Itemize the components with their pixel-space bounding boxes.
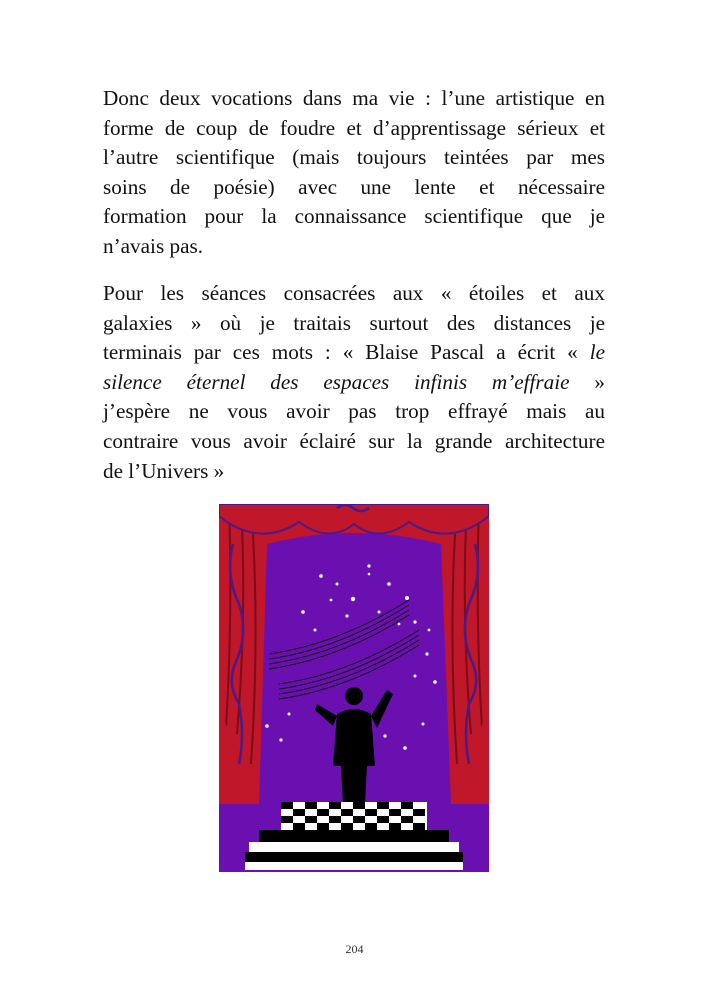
paragraph-pascal-quote: [103, 279, 605, 486]
paragraph-vocations: [103, 84, 605, 262]
text-line: forme de coup de foudre et d’apprentissage sérieux et: [103, 115, 605, 140]
text-line: Donc deux vocations dans ma vie : l’une artistique en: [103, 86, 605, 110]
text-line: j’espère ne vous avoir pas trop effrayé mais au: [103, 399, 605, 424]
page-number: 204: [345, 942, 364, 956]
text-line: n’avais pas.: [103, 233, 204, 258]
text-line: contraire vous avoir éclairé sur la grande architecture: [103, 428, 605, 453]
text-line: [103, 368, 605, 398]
text-line: l’autre scientifique (mais toujours teintées par mes: [103, 145, 605, 170]
text-segment: terminais par ces mots : « Blaise Pascal a écrit «: [103, 340, 590, 365]
text-line: galaxies » où je traitais surtout des distances je: [103, 310, 605, 335]
text-line: Pour les séances consacrées aux « étoiles et aux: [103, 281, 605, 305]
text-line: formation pour la connaissance scientifique que je: [103, 204, 605, 229]
conductor-illustration: [219, 504, 489, 872]
closing-guillemet: »: [594, 369, 605, 394]
text-line: de l’Univers »: [103, 458, 225, 483]
italic-pascal-quote: silence éternel des espaces infinis m’effraie: [103, 369, 570, 394]
italic-quote-start: le: [589, 340, 605, 365]
text-line: [103, 338, 605, 368]
text-line: soins de poésie) avec une lente et nécessaire: [103, 174, 605, 199]
